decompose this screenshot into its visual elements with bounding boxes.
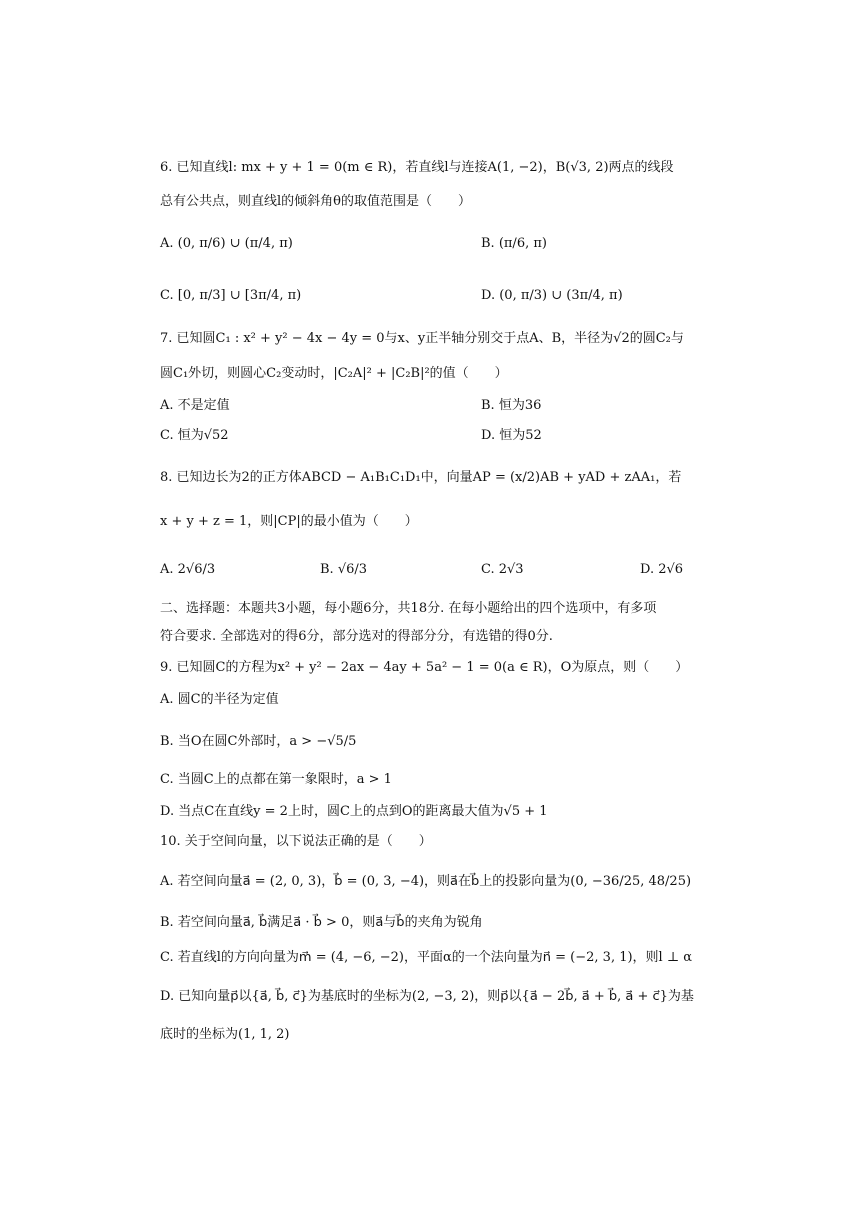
q9-option-d: D. 当点C在直线y = 2上时，圆C上的点到O的距离最大值为√5 + 1	[160, 804, 548, 819]
q8-option-b: B. √6/3	[320, 562, 368, 577]
q9-option-b: B. 当O在圆C外部时，a > −√5/5	[160, 734, 357, 749]
q7-option-c: C. 恒为√52	[160, 428, 229, 443]
q8-stem-line1: 8. 已知边长为2的正方体ABCD − A₁B₁C₁D₁中，向量AP = (x/2)AB + yAD + zAA₁，若	[160, 470, 682, 485]
q6-stem-line2: 总有公共点，则直线l的倾斜角θ的取值范围是（ ）	[160, 194, 471, 209]
q7-option-a: A. 不是定值	[160, 398, 230, 413]
q10-option-d-line2: 底时的坐标为(1, 1, 2)	[160, 1027, 290, 1042]
q7-option-b: B. 恒为36	[481, 398, 542, 413]
q9-option-c: C. 当圆C上的点都在第一象限时，a > 1	[160, 772, 392, 787]
q6-option-b: B. (π/6, π)	[481, 236, 547, 251]
q10-option-c: C. 若直线l的方向向量为m⃗ = (4, −6, −2)，平面α的一个法向量为n⃗ = (−2, 3, 1)，则l ⊥ α	[160, 950, 692, 965]
q8-option-a: A. 2√6/3	[160, 562, 216, 577]
q7-stem-line1: 7. 已知圆C₁ : x² + y² − 4x − 4y = 0与x、y正半轴分别交于点A、B，半径为√2的圆C₂与	[160, 331, 684, 346]
q6-stem-line1: 6. 已知直线l: mx + y + 1 = 0(m ∈ R)，若直线l与连接A(1, −2)，B(√3, 2)两点的线段	[160, 160, 674, 175]
section2-instructions-line2: 符合要求. 全部选对的得6分，部分选对的得部分分，有选错的得0分.	[160, 629, 553, 644]
q10-option-b: B. 若空间向量a⃗, b⃗满足a⃗ · b⃗ > 0，则a⃗与b⃗的夹角为锐角	[160, 915, 483, 930]
q10-stem: 10. 关于空间向量，以下说法正确的是（ ）	[160, 834, 432, 849]
q10-option-d-line1: D. 已知向量p⃗以{a⃗, b⃗, c⃗}为基底时的坐标为(2, −3, 2)，则p⃗以{a⃗ − 2b⃗, a⃗ + b⃗, a⃗ + c⃗}为基	[160, 989, 694, 1004]
q8-option-c: C. 2√3	[481, 562, 524, 577]
section2-instructions-line1: 二、选择题：本题共3小题，每小题6分，共18分. 在每小题给出的四个选项中，有多项	[160, 601, 657, 616]
q9-option-a: A. 圆C的半径为定值	[160, 692, 279, 707]
q8-option-d: D. 2√6	[640, 562, 684, 577]
q8-stem-line2: x + y + z = 1，则|CP|的最小值为（ ）	[160, 514, 418, 529]
q7-option-d: D. 恒为52	[481, 428, 542, 443]
q6-option-c: C. [0, π/3] ∪ [3π/4, π)	[160, 288, 302, 303]
q6-option-d: D. (0, π/3) ∪ (3π/4, π)	[481, 288, 623, 303]
q9-stem: 9. 已知圆C的方程为x² + y² − 2ax − 4ay + 5a² − 1 = 0(a ∈ R)，O为原点，则（ ）	[160, 660, 689, 675]
q6-option-a: A. (0, π/6) ∪ (π/4, π)	[160, 236, 293, 251]
q10-option-a: A. 若空间向量a⃗ = (2, 0, 3)，b⃗ = (0, 3, −4)，则a⃗在b⃗上的投影向量为(0, −36/25, 48/25)	[160, 874, 692, 889]
q7-stem-line2: 圆C₁外切，则圆心C₂变动时，|C₂A|² + |C₂B|²的值（ ）	[160, 366, 508, 381]
